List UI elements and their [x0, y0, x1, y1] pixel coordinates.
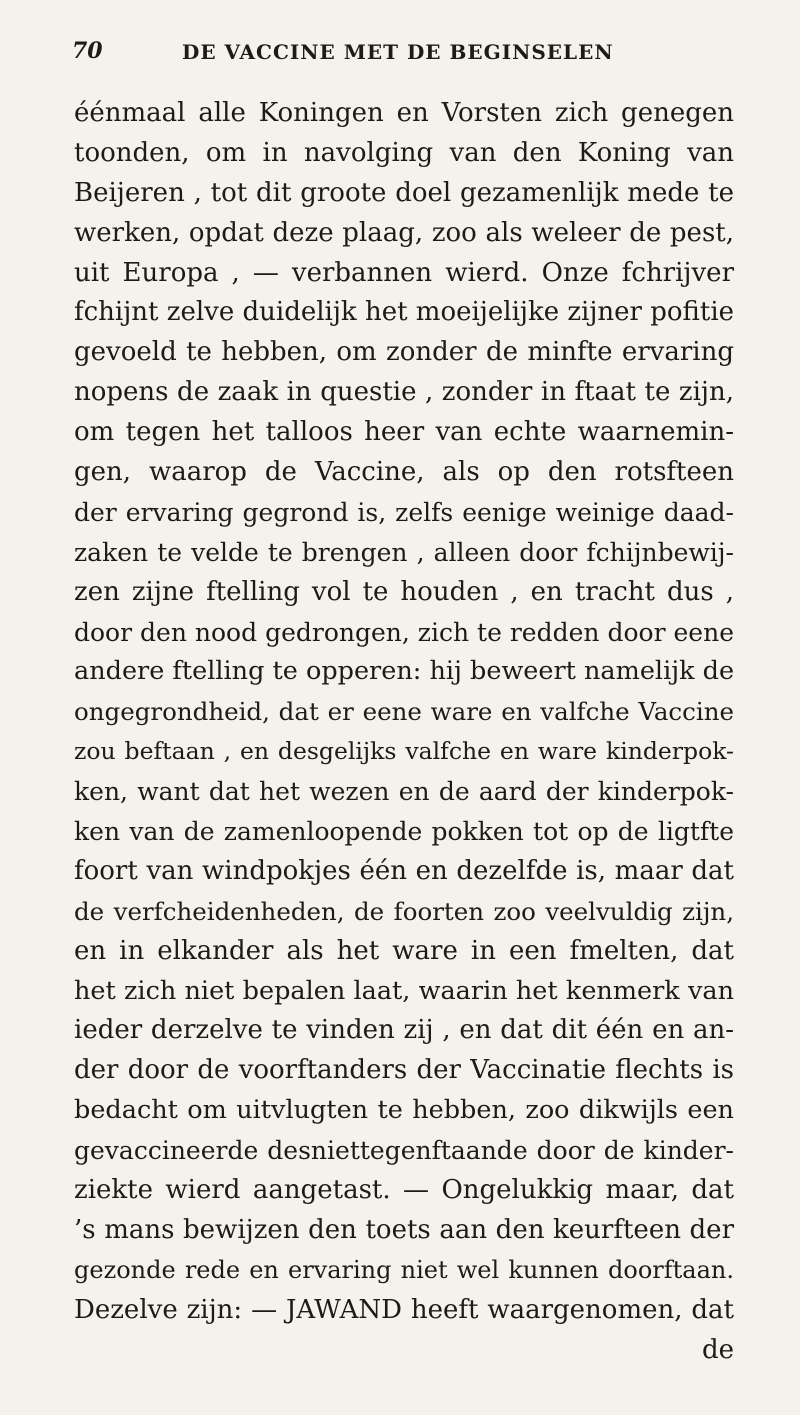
body-text [74, 94, 734, 1371]
text-line: uit Europa , — verbannen wierd. Onze fchrijver [74, 257, 734, 288]
text-line: der ervaring gegrond is, zelfs eenige weinige daad- [74, 497, 734, 527]
text-line: ken van de zamenloopende pokken tot op de ligtfte [74, 817, 734, 847]
text-line: ongegrondheid, dat er eene ware en valfche Vaccine [74, 697, 734, 727]
text-line: de verfcheidenheden, de foorten zoo veelvuldig zijn, [74, 896, 734, 926]
text-line: fchijnt zelve duidelijk het moeijelijke zijner pofitie [74, 297, 735, 328]
text-line: zaken te velde te brengen , alleen door fchijnbewij- [74, 537, 734, 567]
catchword: de [701, 1334, 734, 1365]
text-line: ziekte wierd aangetast. — Ongelukkig maar, dat [74, 1175, 734, 1206]
text-line: gevaccineerde desniettegenftaande door de kinder- [74, 1136, 734, 1166]
text-line: gevoeld te hebben, om zonder de minfte ervaring [74, 337, 734, 368]
text-line: zen zijne ftelling vol te houden , en tracht dus , [74, 576, 734, 607]
text-line: ’s mans bewijzen den toets aan den keurfteen der [74, 1214, 734, 1245]
text-line: door den nood gedrongen, zich te redden door eene [74, 617, 734, 647]
text-line: om tegen het talloos heer van echte waarnemin- [74, 417, 734, 448]
page-header [72, 30, 732, 70]
text-line: andere ftelling te opperen: hij beweert namelijk de [74, 656, 735, 687]
text-line: zou beftaan , en desgelijks valfche en ware kinderpok- [74, 737, 734, 766]
text-line: Beijeren , tot dit groote doel gezamenlijk mede te [74, 177, 734, 208]
text-line: foort van windpokjes één en dezelfde is, maar dat [74, 855, 734, 886]
text-line: Dezelve zijn: — JAWAND heeft waargenomen, dat [74, 1294, 734, 1325]
text-line: bedacht om uitvlugten te hebben, zoo dikwijls een [74, 1095, 734, 1126]
text-line: éénmaal alle Koningen en Vorsten zich genegen [74, 98, 734, 128]
text-line: en in elkander als het ware in een fmelten, dat [74, 935, 734, 966]
text-line: gen, waarop de Vaccine, als op den rotsfteen [74, 457, 734, 488]
text-line: ieder derzelve te vinden zij , en dat dit één en an- [74, 1015, 734, 1046]
running-head: DE VACCINE MET DE BEGINSELEN [182, 40, 614, 64]
text-line: toonden, om in navolging van den Koning van [74, 137, 734, 168]
text-line: ken, want dat het wezen en de aard der kinderpok- [74, 777, 734, 807]
text-line: nopens de zaak in questie , zonder in ftaat te zijn, [74, 377, 734, 408]
text-line: het zich niet bepalen laat, waarin het kenmerk van [74, 975, 734, 1006]
text-line: werken, opdat deze plaag, zoo als weleer de pest, [74, 217, 734, 248]
text-line: gezonde rede en ervaring niet wel kunnen doorftaan. [74, 1255, 734, 1284]
text-line: der door de voorftanders der Vaccinatie flechts is [74, 1055, 734, 1086]
page-number: 70 [72, 38, 103, 64]
